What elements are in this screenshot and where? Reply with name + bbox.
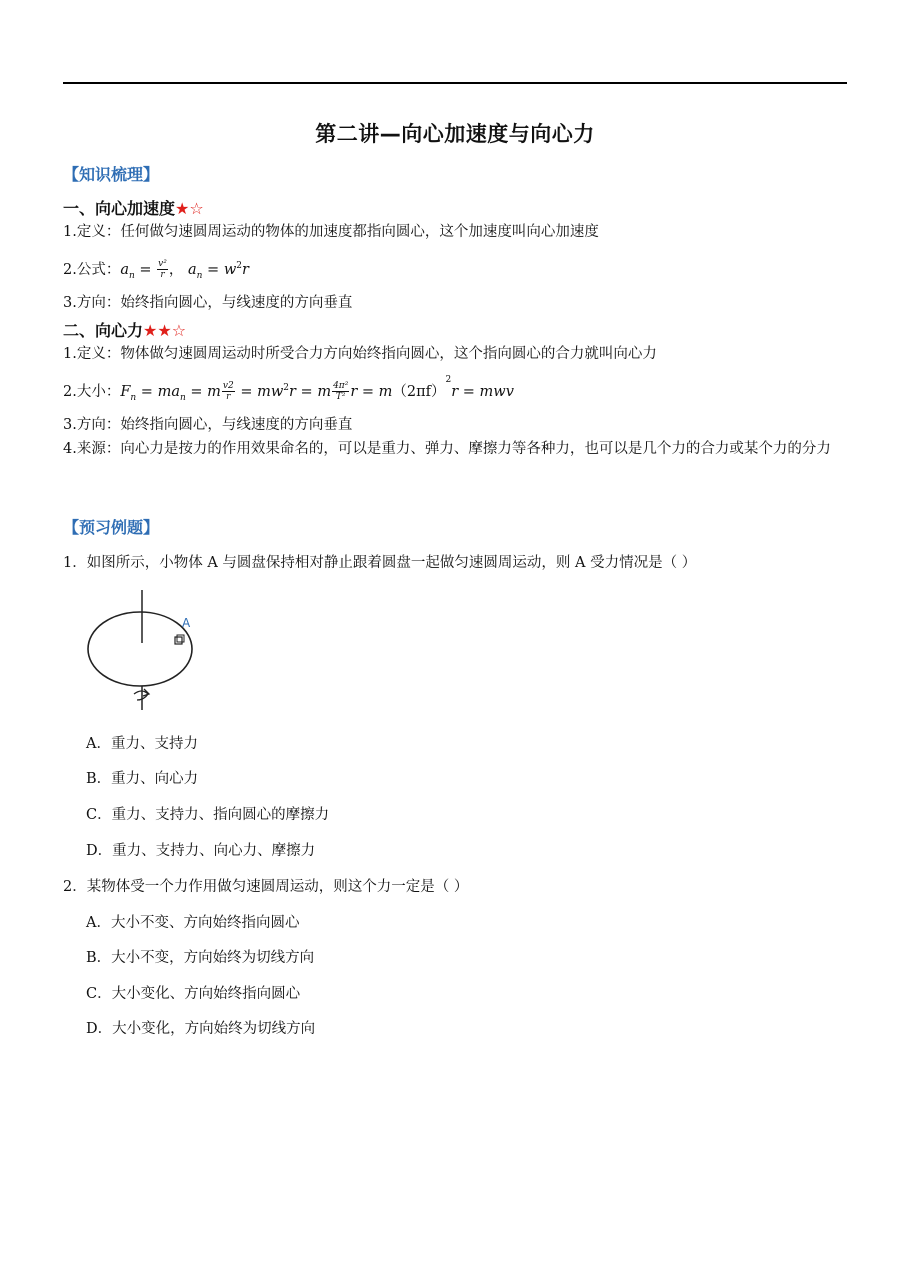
section1-title-text: 一、向心加速度: [63, 199, 176, 218]
q2-option-d: D．大小变化，方向始终为切线方向: [86, 1021, 316, 1037]
star-filled-icon: ★: [175, 199, 190, 218]
section1-title: [63, 196, 204, 219]
acc-definition: 1.定义：任何做匀速圆周运动的物体的加速度都指向圆心，这个加速度叫向心加速度: [63, 224, 599, 240]
section2-title-text: 二、向心力: [63, 321, 144, 340]
star-empty-icon: ☆: [189, 199, 204, 218]
knowledge-heading: 【知识梳理】: [63, 165, 160, 184]
fraction: $\frac{\text{4π²}}{\text{T²}}$: [333, 381, 349, 403]
star-filled-icon: ★★: [143, 321, 172, 340]
q2-option-c: C．大小变化、方向始终指向圆心: [86, 986, 301, 1002]
star-empty-icon: ☆: [171, 321, 187, 340]
page-title: 第二讲—向心加速度与向心力: [315, 122, 595, 146]
q1-option-c: C．重力、支持力、指向圆心的摩擦力: [86, 807, 330, 823]
preview-heading: 【预习例题】: [63, 518, 160, 537]
rotating-disc-figure: [82, 588, 202, 712]
force-definition: 1.定义：物体做匀速圆周运动时所受合力方向始终指向圆心，这个指向圆心的合力就叫向心力: [63, 346, 657, 362]
force-formula: 2.大小：$F_n = ma_n = m$ $\frac{v2}{r}$ = $mw^2r = m$ $\frac{\text{4π²}}{\text{T²}}$ $r = m(2\pi f)^2r$ = mwv: [63, 375, 514, 403]
section2-title: [63, 318, 186, 341]
q2-option-a: A．大小不变、方向始终指向圆心: [86, 915, 300, 931]
force-formula-label: 2.大小：: [63, 383, 121, 400]
acc-direction: 3.方向：始终指向圆心，与线速度的方向垂直: [63, 295, 353, 311]
q1-option-d: D．重力、支持力、向心力、摩擦力: [86, 843, 316, 859]
force-direction: 3.方向：始终指向圆心，与线速度的方向垂直: [63, 417, 353, 433]
q2-option-b: B．大小不变，方向始终为切线方向: [86, 950, 315, 966]
q1-option-b: B．重力、向心力: [86, 771, 199, 787]
question-1: 1．如图所示，小物体 A 与圆盘保持相对静止跟着圆盘一起做匀速圆周运动，则 A 受力情况是（ ）: [63, 555, 697, 571]
figure-label-a: A: [182, 616, 191, 630]
q1-option-a: A．重力、支持力: [86, 736, 198, 752]
acc-formula: 2.公式：$a_n$ = $\frac{\text{v²}}{r}$ ， $a_n = w^2r$: [63, 259, 249, 281]
fraction: $\frac{v2}{r}$: [222, 381, 234, 403]
force-source: 4.来源：向心力是按力的作用效果命名的，可以是重力、弹力、摩擦力等各种力，也可以是几个力的合力或某个力的分力: [63, 441, 831, 457]
header-rule: [63, 82, 847, 84]
question-2: 2．某物体受一个力作用做匀速圆周运动，则这个力一定是（ ）: [63, 879, 469, 895]
acc-formula-label: 2.公式：: [63, 261, 121, 278]
fraction: $\frac{\text{v²}}{r}$: [158, 259, 167, 281]
